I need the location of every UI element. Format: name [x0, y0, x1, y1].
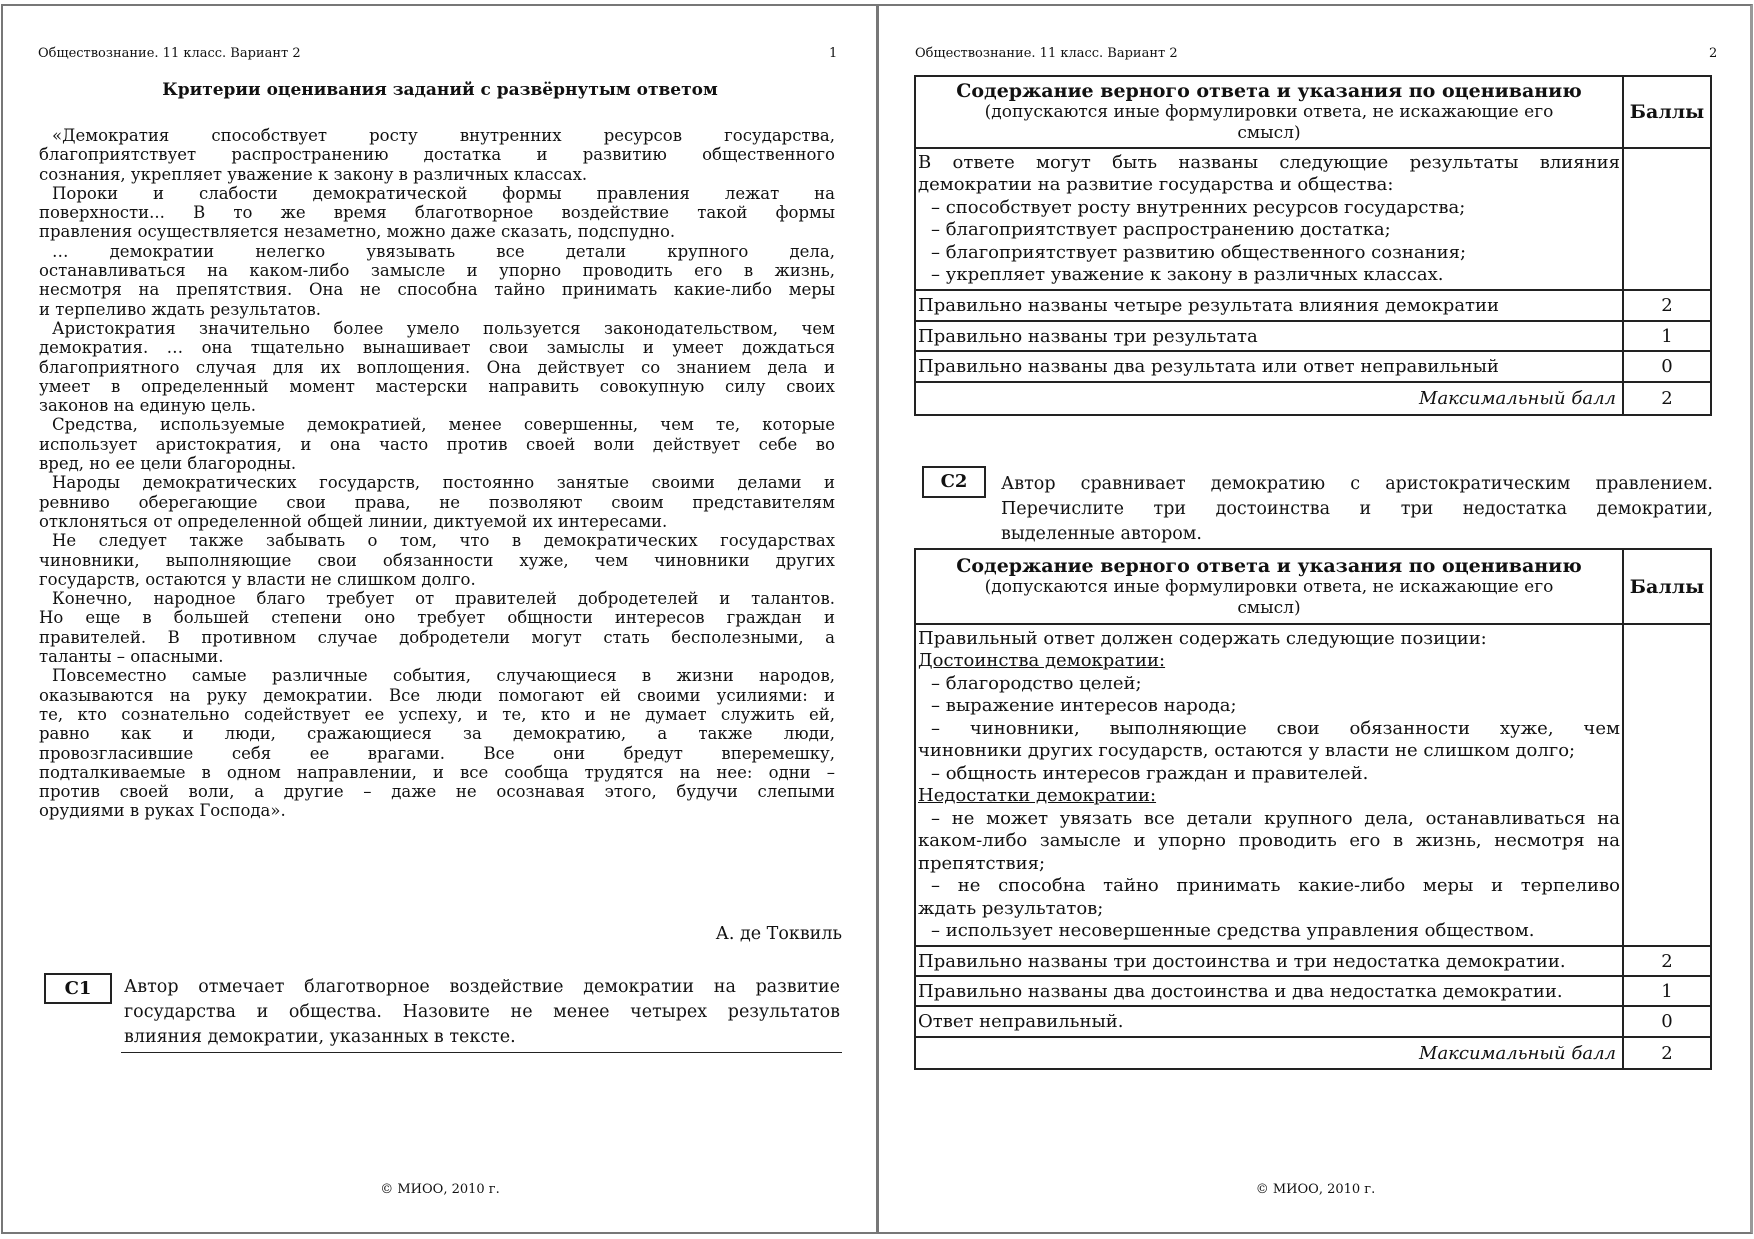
text-line: [39, 126, 835, 145]
text-line-content: благоприятного случая для их воплощения. Она действует со знанием дела и: [39, 357, 835, 377]
text-line-content: препятствия;: [918, 852, 1046, 874]
text-line-content: государства и общества. Назовите не менее четырех результатов: [124, 1002, 840, 1022]
text-line-content: провозгласившие себя ее врагами. Все они бредут вперемешку,: [39, 743, 835, 763]
criterion: Ответ неправильный.: [915, 1006, 1623, 1037]
score-cell: [1623, 148, 1711, 290]
text-line: [39, 184, 835, 203]
text-line-content: Но еще в большей степени оно требует общности интересов граждан и: [39, 608, 835, 628]
text-line-content: Автор отмечает благотворное воздействие демократии на развитие: [124, 977, 840, 997]
score: 1: [1623, 321, 1711, 351]
text-line-content: отклоняться от определенной общей линии, диктуемой их интересами.: [39, 511, 668, 531]
text-line: [39, 377, 835, 396]
text-line-content: – благоприятствует развитию общественного сознания;: [931, 241, 1467, 263]
text-line: [918, 152, 1620, 175]
text-line: [39, 165, 835, 184]
answer-line: [121, 1052, 842, 1053]
score-cell: [1623, 624, 1711, 946]
table-row: [915, 351, 1711, 382]
text-line-content: каком-либо замысле и упорно проводить его в жизнь, несмотря на: [918, 830, 1620, 851]
criterion: Правильно названы два результата или ответ неправильный: [915, 351, 1623, 382]
text-line: [39, 493, 835, 512]
text-line: [918, 695, 1620, 718]
text-line-content: несмотря на препятствия. Она не способна тайно принимать какие-либо меры: [39, 280, 835, 300]
score: 2: [1623, 946, 1711, 976]
text-line: [39, 666, 835, 685]
text-line: [39, 222, 835, 241]
score: 1: [1623, 976, 1711, 1006]
text-line: [39, 801, 835, 820]
text-line: [39, 145, 835, 164]
text-line: [39, 338, 835, 357]
text-line: [1001, 497, 1713, 522]
header-subtitle: смысл): [1237, 597, 1301, 618]
text-line: [39, 531, 835, 550]
text-line-content: Пороки и слабости демократической формы правления лежат на: [52, 183, 835, 203]
text-line-content: Конечно, народное благо требует от правителей добродетелей и талантов.: [52, 589, 835, 609]
text-line-content: – благородство целей;: [931, 672, 1142, 694]
text-line-content: – укрепляет уважение к закону в различных классах.: [931, 264, 1444, 285]
text-line-content: и терпеливо ждать результатов.: [39, 299, 321, 319]
text-line: [918, 875, 1620, 898]
text-line: [124, 975, 840, 1000]
answer-content: [915, 148, 1623, 290]
score: 2: [1623, 290, 1711, 321]
text-line-content: – использует несовершенные средства управления обществом.: [931, 920, 1535, 941]
text-line: [918, 853, 1620, 876]
text-line: [918, 830, 1620, 853]
task-c2-question: [1001, 472, 1713, 547]
text-line: [39, 608, 835, 627]
text-line: [39, 300, 835, 319]
text-line-content: орудиями в руках Господа».: [39, 801, 286, 821]
page-title: Критерии оценивания заданий с развёрнутым ответом: [162, 80, 718, 100]
text-line-content: использует аристократия, и она часто против своей воли действует себе во: [39, 434, 835, 454]
table-row: [915, 290, 1711, 321]
text-line: [39, 686, 835, 705]
text-line-content: Правильный ответ должен содержать следующие позиции:: [918, 627, 1487, 649]
text-line-content: Народы демократических государств, постоянно занятые своими делами и: [52, 473, 835, 493]
text-line: [918, 242, 1620, 265]
text-line: [39, 280, 835, 299]
text-line-content: сознания, укрепляет уважение к закону в различных классах.: [39, 164, 588, 184]
task-label-c1: C1: [44, 973, 112, 1004]
criterion: Правильно названы четыре результата влияния демократии: [915, 290, 1623, 321]
text-line-content: – не может увязать все детали крупного дела, останавливаться на: [931, 807, 1620, 829]
text-line-content: … демократии нелегко увязывать все детали крупного дела,: [52, 241, 835, 261]
text-line-content: останавливаться на каком-либо замысле и упорно проводить его в жизнь,: [39, 261, 835, 281]
text-line: [918, 219, 1620, 242]
text-line: [39, 570, 835, 589]
text-line: [918, 898, 1620, 921]
text-line: [39, 358, 835, 377]
text-line: [39, 724, 835, 743]
text-line-content: – общность интересов граждан и правителей.: [931, 762, 1369, 784]
c2-criteria-table: [914, 548, 1712, 1070]
text-line: [39, 589, 835, 608]
header-title: Содержание верного ответа и указания по оцениванию: [956, 80, 1582, 102]
text-line-content: чиновники других государств, остаются у власти не слишком долго;: [918, 740, 1576, 761]
text-line: [918, 264, 1620, 287]
text-line: [39, 435, 835, 454]
max-score-label: Максимальный балл: [915, 1037, 1623, 1069]
text-line: [918, 650, 1620, 673]
text-line-content: – чиновники, выполняющие свои обязанности хуже, чем: [931, 717, 1620, 739]
text-line: [1001, 472, 1713, 497]
text-line-content: государств, остаются у власти не слишком долго.: [39, 569, 476, 589]
text-line: [39, 396, 835, 415]
table-header-content: [915, 549, 1623, 624]
text-line-content: законов на единую цель.: [39, 396, 256, 416]
text-line-content: Не следует также забывать о том, что в демократических государствах: [52, 531, 835, 551]
running-header: Обществознание. 11 класс. Вариант 2: [38, 46, 301, 61]
header-subtitle: (допускаются иные формулировки ответа, не искажающие его: [984, 576, 1554, 597]
text-line: [39, 705, 835, 724]
task-c1-question: [124, 975, 840, 1050]
text-line: [918, 673, 1620, 696]
text-line: [39, 628, 835, 647]
text-line-content: – выражение интересов народа;: [931, 695, 1237, 716]
text-line-content: благоприятствует распространению достатка и развитию общественного: [39, 145, 835, 165]
page-number: 1: [829, 46, 838, 61]
page-left: [1, 4, 878, 1234]
table-header-score: Баллы: [1623, 76, 1711, 148]
running-header: Обществознание. 11 класс. Вариант 2: [915, 46, 1178, 61]
c1-criteria-table: [914, 75, 1712, 416]
text-line-content: правителей. В противном случае добродетели могут стать бесполезными, а: [39, 627, 835, 647]
text-line-content: Недостатки демократии:: [918, 785, 1157, 806]
footer-copyright: © МИОО, 2010 г.: [1255, 1182, 1376, 1197]
text-line-content: Перечислите три достоинства и три недостатка демократии,: [1001, 499, 1713, 519]
header-title: Содержание верного ответа и указания по оцениванию: [956, 554, 1582, 577]
text-line: [918, 174, 1620, 197]
text-line-content: подталкиваемые в одном направлении, и все сообща трудятся на нее: одни –: [39, 762, 835, 782]
text-line: [39, 512, 835, 531]
text-line-content: оказываются на руку демократии. Все люди помогают ей своими усилиями: и: [39, 685, 835, 705]
text-line-content: правления осуществляется незаметно, можно даже сказать, подспудно.: [39, 222, 676, 242]
text-line: [918, 920, 1620, 943]
text-line-content: Средства, используемые демократией, менее совершенны, чем те, которые: [52, 415, 835, 435]
text-line-content: поверхности... В то же время благотворное воздействие такой формы: [39, 203, 835, 223]
text-line: [39, 744, 835, 763]
text-line: [39, 782, 835, 801]
text-line-content: Автор сравнивает демократию с аристократическим правлением.: [1001, 474, 1713, 494]
text-line-content: умеет в определенный момент мастерски направить совокупную силу своих: [39, 376, 835, 396]
answer-content: [915, 624, 1623, 946]
text-line-content: вред, но ее цели благородны.: [39, 454, 297, 474]
task-label-c2: C2: [922, 466, 986, 498]
page-number: 2: [1709, 46, 1718, 61]
text-line: [39, 473, 835, 492]
text-line: [39, 261, 835, 280]
text-line: [918, 740, 1620, 763]
score: 0: [1623, 351, 1711, 382]
text-line-content: демократии на развитие государства и общества:: [918, 174, 1394, 195]
author-attribution: А. де Токвиль: [715, 924, 842, 944]
max-score-label: Максимальный балл: [915, 382, 1623, 415]
text-line: [918, 718, 1620, 741]
table-row: [915, 321, 1711, 351]
text-line: [39, 454, 835, 473]
text-line: [918, 785, 1620, 808]
text-line-content: Аристократия значительно более умело пользуется законодательством, чем: [52, 318, 835, 338]
text-line-content: выделенные автором.: [1001, 524, 1202, 544]
table-row: [915, 1006, 1711, 1037]
text-line-content: демократия. … она тщательно вынашивает свои замыслы и умеет дождаться: [39, 338, 835, 358]
text-line: [39, 203, 835, 222]
text-line-content: равно как и люди, сражающиеся за демократию, а также люди,: [39, 724, 835, 744]
table-header-content: [915, 76, 1623, 148]
text-line-content: «Демократия способствует росту внутренних ресурсов государства,: [52, 126, 835, 145]
page-right: [877, 4, 1753, 1234]
criterion: Правильно названы два достоинства и два недостатка демократии.: [915, 976, 1623, 1006]
text-line: [39, 647, 835, 666]
passage-text: [39, 126, 835, 821]
text-line: [1001, 522, 1713, 547]
text-line-content: ждать результатов;: [918, 897, 1104, 919]
text-line: [39, 242, 835, 261]
table-row: [915, 976, 1711, 1006]
text-line-content: чиновники, выполняющие свои обязанности хуже, чем чиновники других: [39, 550, 835, 570]
text-line-content: – способствует росту внутренних ресурсов государства;: [931, 196, 1466, 218]
text-line-content: ревниво оберегающие свои права, не позволяют своим представителям: [39, 492, 835, 512]
header-subtitle: смысл): [1237, 123, 1301, 143]
text-line-content: В ответе могут быть названы следующие результаты влияния: [918, 151, 1620, 173]
score: 0: [1623, 1006, 1711, 1037]
text-line-content: Достоинства демократии:: [918, 650, 1166, 671]
text-line-content: против своей воли, а другие – даже не осознавая этого, будучи слепыми: [39, 782, 835, 802]
text-line: [39, 415, 835, 434]
text-line-content: те, кто сознательно содействует ее успеху, и те, кто и не думает служить ей,: [39, 704, 835, 724]
text-line-content: – благоприятствует распространению достатка;: [931, 219, 1391, 240]
criterion: Правильно названы три результата: [915, 321, 1623, 351]
max-score-row: [915, 382, 1711, 415]
text-line-content: – не способна тайно принимать какие-либо меры и терпеливо: [931, 875, 1620, 896]
header-subtitle: (допускаются иные формулировки ответа, не искажающие его: [984, 102, 1554, 122]
table-row: [915, 946, 1711, 976]
text-line-content: таланты – опасными.: [39, 647, 224, 667]
text-line: [39, 763, 835, 782]
max-score-row: [915, 1037, 1711, 1069]
criterion: Правильно названы три достоинства и три недостатка демократии.: [915, 946, 1623, 976]
text-line: [124, 1025, 840, 1050]
text-line: [918, 763, 1620, 786]
text-line: [918, 197, 1620, 220]
text-line-content: Повсеместно самые различные события, случающиеся в жизни народов,: [52, 666, 835, 686]
text-line: [124, 1000, 840, 1025]
text-line: [39, 551, 835, 570]
footer-copyright: © МИОО, 2010 г.: [380, 1182, 500, 1197]
text-line-content: влияния демократии, указанных в тексте.: [124, 1027, 516, 1047]
text-line: [39, 319, 835, 338]
text-line: [918, 628, 1620, 651]
max-score: 2: [1623, 1037, 1711, 1069]
text-line: [918, 808, 1620, 831]
max-score: 2: [1623, 382, 1711, 415]
table-header-score: Баллы: [1623, 549, 1711, 624]
